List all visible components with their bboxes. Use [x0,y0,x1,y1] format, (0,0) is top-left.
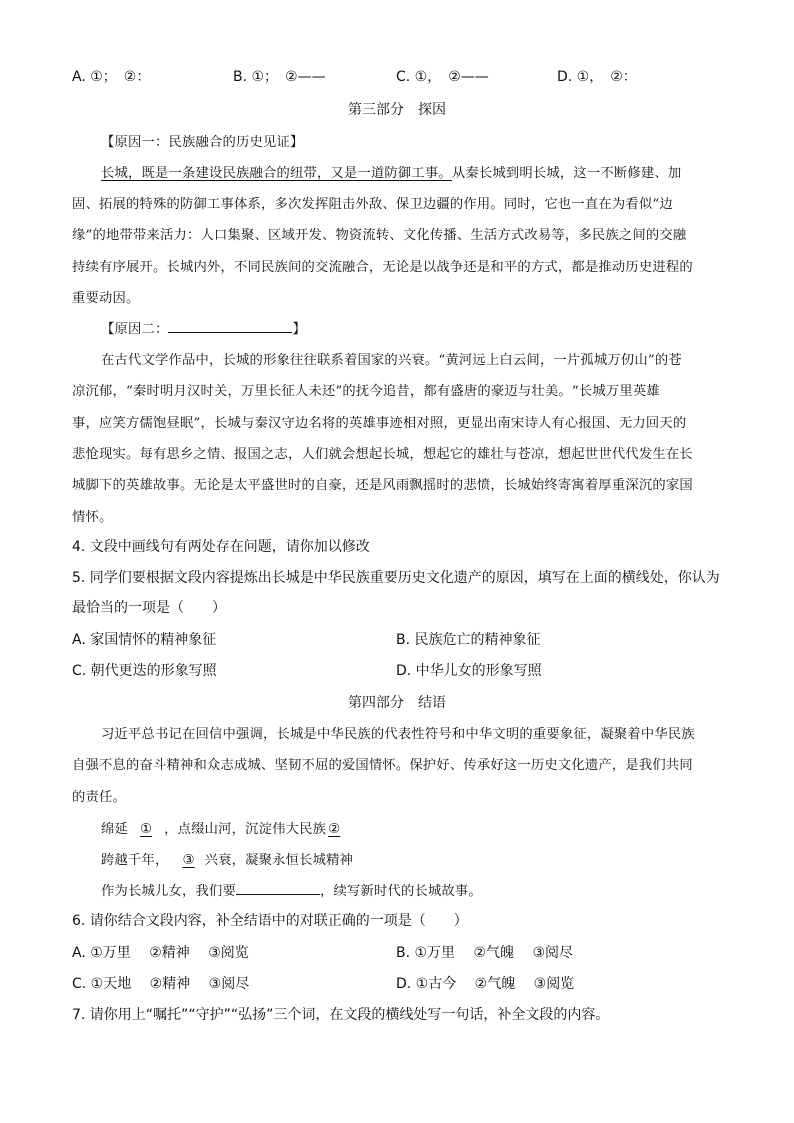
reason2-line-4: 悲怆现实。每有思乡之情、报国之志，人们就会想起长城，想起它的雄壮与苍凉，想起世世代代发生在长 [72,447,693,462]
question-6-option-c[interactable]: C. ①天地 ②精神 ③阅尽 [72,976,250,992]
reason2-heading [101,318,306,337]
couplet-blank-1[interactable]: ① [140,822,153,837]
closing-start: 作为长城儿女，我们要 [101,884,236,899]
part4-title: 第四部分 结语 [348,695,446,711]
reason2-line-5: 城脚下的英雄故事。无论是太平盛世时的自豪，还是风雨飘摇时的悲愤，长城始终寄寓着厚重深沉的家国 [72,478,693,493]
question-6-option-b[interactable]: B. ①万里 ②气魄 ③阅尽 [396,945,574,961]
question-5-option-a[interactable]: A. 家国情怀的精神象征 [72,632,217,648]
couplet-blank-3[interactable]: ③ [182,853,195,868]
closing-answer-blank[interactable] [236,881,320,895]
couplet-line-2 [101,849,353,868]
question-5-option-b[interactable]: B. 民族危亡的精神象征 [396,632,541,648]
reason1-heading: 【原因一：民族融合的历史见证】 [101,135,304,150]
option-c: C. ①， ②—— [396,69,489,85]
couplet-2-end: 兴衰，凝聚永恒长城精神 [204,853,354,868]
option-d: D. ①， ②： [557,69,637,85]
question-5-line-2: 最恰当的一项是（ ） [72,600,226,616]
couplet-1-start: 绵延 [101,822,128,837]
reason1-line-1-tail: 从秦长城到明长城，这一不断修建、加 [451,166,682,181]
part3-title: 第三部分 探因 [348,102,446,118]
reason2-line-1: 在古代文学作品中，长城的形象往往联系着国家的兴衰。“黄河远上白云间，一片孤城万仞山”的苍 [101,353,682,368]
reason1-line-2: 固、拓展的特殊的防御工事体系，多次发挥阻击外敌、保卫边疆的作用。同时，它也一直在为看似“边 [72,197,673,212]
part4-line-2: 自强不息的奋斗精神和众志成城、坚韧不屈的爱国情怀。保护好、传承好这一历史文化遗产，是我们共同 [72,758,693,773]
closing-end: ，续写新时代的长城故事。 [319,884,482,899]
option-a: A. ①； ②： [72,69,151,85]
question-5-line-1: 5. 同学们要根据文段内容提炼出长城是中华民族重要历史文化遗产的原因，填写在上面的横线处，你认为 [72,570,720,586]
couplet-2-start: 跨越千年， [101,853,169,868]
part4-line-1: 习近平总书记在回信中强调，长城是中华民族的代表性符号和中华文明的重要象征，凝聚着中华民族 [101,727,695,742]
couplet-blank-2[interactable]: ② [328,822,341,837]
question-4: 4. 文段中画线句有两处存在问题，请你加以修改 [72,539,370,555]
reason2-line-6: 情怀。 [72,510,113,525]
question-6-option-a[interactable]: A. ①万里 ②精神 ③阅览 [72,945,249,961]
couplet-1-middle: ，点缀山河，沉淀伟大民族 [164,822,327,837]
reason1-line-4: 持续有序展开。长城内外，不同民族间的交流融合，无论是以战争还是和平的方式，都是推动历史进程的 [72,260,693,275]
reason1-line-1 [101,162,681,181]
reason2-line-2: 凉沉郁，“秦时明月汉时关，万里长征人未还”的抚今追昔，都有盛唐的豪迈与壮美。“长城万里英雄 [72,384,660,399]
reason2-answer-blank[interactable] [168,319,292,333]
underlined-sentence: 长城，既是一条建设民族融合的纽带，又是一道防御工事。 [101,166,452,181]
question-6: 6. 请你结合文段内容，补全结语中的对联正确的一项是（ ） [72,913,468,929]
option-b: B. ①； ②—— [233,69,326,85]
question-6-option-d[interactable]: D. ①古今 ②气魄 ③阅览 [396,976,575,992]
couplet-line-1 [101,818,354,837]
reason2-line-3: 事，应笑方儒饱昼眠”，长城与秦汉守边名将的英雄事迹相对照，更显出南宋诗人有心报国、无力回天的 [72,416,687,431]
part4-line-3: 的责任。 [72,790,126,805]
question-5-option-c[interactable]: C. 朝代更迭的形象写照 [72,663,217,679]
reason2-suffix: 】 [292,322,306,337]
closing-line [101,880,482,899]
question-7: 7. 请你用上“嘱托”“守护”“弘扬”三个词，在文段的横线处写一句话，补全文段的内容。 [72,1007,610,1023]
question-5-option-d[interactable]: D. 中华儿女的形象写照 [396,663,542,679]
reason1-line-5: 重要动因。 [72,291,140,306]
reason1-line-3: 缘”的地带带来活力：人口集聚、区域开发、物资流转、文化传播、生活方式改易等，多民族之间的交融 [72,228,687,243]
reason2-prefix: 【原因二： [101,322,169,337]
